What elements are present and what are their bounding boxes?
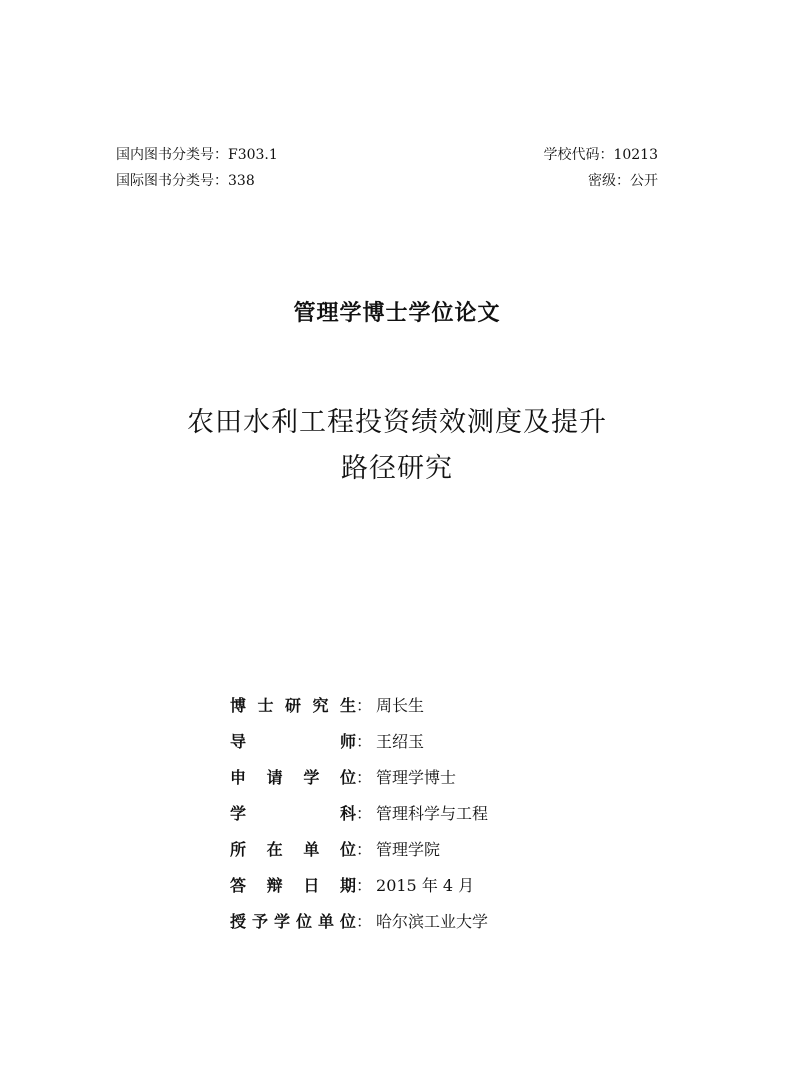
info-separator: ： <box>356 731 373 751</box>
info-row-defense-date <box>230 866 488 902</box>
info-separator: ： <box>356 875 373 895</box>
info-separator: ： <box>356 911 373 931</box>
international-classification: 国际图书分类号：338 <box>116 173 255 189</box>
info-label: 学 科 <box>230 803 356 823</box>
thesis-title-line-2: 路径研究 <box>341 453 453 484</box>
info-value: 2015 年 4 月 <box>376 875 475 895</box>
info-row-doctoral-candidate <box>230 686 488 722</box>
info-row-degree-applied <box>230 758 488 794</box>
info-value: 哈尔滨工业大学 <box>376 911 489 931</box>
info-label: 所 在 单 位 <box>230 839 356 859</box>
info-row-discipline <box>230 794 488 830</box>
info-separator: ： <box>356 767 373 787</box>
info-value: 管理学博士 <box>376 767 457 787</box>
info-value: 管理学院 <box>376 839 441 859</box>
author-info-block <box>230 686 488 938</box>
thesis-title-line-1: 农田水利工程投资绩效测度及提升 <box>187 407 607 438</box>
info-label: 申 请 学 位 <box>230 767 356 787</box>
info-separator: ： <box>356 803 373 823</box>
info-row-supervisor <box>230 722 488 758</box>
secrecy-level: 密级：公开 <box>588 173 658 189</box>
degree-type-heading: 管理学博士学位论文 <box>293 301 501 326</box>
info-value: 周长生 <box>376 695 425 715</box>
info-value: 王绍玉 <box>376 731 425 751</box>
info-separator: ： <box>356 839 373 859</box>
info-row-degree-granting-unit <box>230 902 488 938</box>
domestic-classification: 国内图书分类号：F303.1 <box>116 147 278 163</box>
info-label: 答 辩 日 期 <box>230 875 356 895</box>
info-value: 管理科学与工程 <box>376 803 489 823</box>
school-code: 学校代码：10213 <box>543 147 658 163</box>
info-label: 导 师 <box>230 731 356 751</box>
info-label: 博 士 研 究 生 <box>230 695 356 715</box>
info-row-affiliation <box>230 830 488 866</box>
info-label: 授 予 学 位 单 位 <box>230 911 356 931</box>
info-separator: ： <box>356 695 373 715</box>
